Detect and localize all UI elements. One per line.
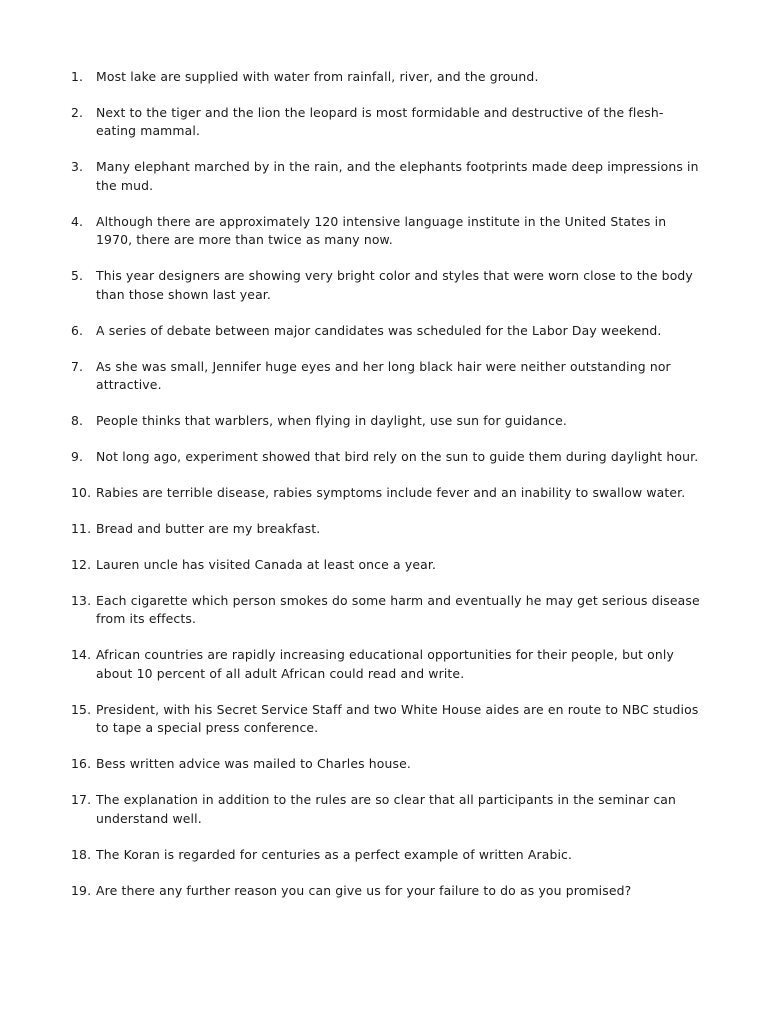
list-item xyxy=(71,592,701,629)
item-number: 5. xyxy=(71,268,84,284)
item-text: This year designers are showing very bright color and styles that were worn close to the body than those shown last year. xyxy=(96,268,693,302)
list-item xyxy=(71,646,701,683)
list-item xyxy=(71,322,701,340)
list-item xyxy=(71,448,701,466)
item-number: 18. xyxy=(71,846,92,862)
list-item xyxy=(71,484,701,502)
item-number: 7. xyxy=(71,358,84,374)
item-text: Lauren uncle has visited Canada at least once a year. xyxy=(96,557,437,573)
item-text: African countries are rapidly increasing educational opportunities for their people, but only about 10 percent of all adult African could read and write. xyxy=(96,647,674,681)
item-text: Each cigarette which person smokes do some harm and eventually he may get serious disease from its effects. xyxy=(96,593,700,627)
sentence-list xyxy=(71,68,701,918)
item-number: 19. xyxy=(71,882,92,898)
item-number: 17. xyxy=(71,792,92,808)
item-number: 9. xyxy=(71,449,84,465)
item-number: 3. xyxy=(71,159,84,175)
list-item xyxy=(71,213,701,250)
item-number: 8. xyxy=(71,413,84,429)
item-number: 14. xyxy=(71,647,92,663)
list-item xyxy=(71,104,701,141)
item-text: Most lake are supplied with water from rainfall, river, and the ground. xyxy=(96,69,539,84)
item-text: Are there any further reason you can give us for your failure to do as you promised? xyxy=(96,882,632,898)
item-text: Not long ago, experiment showed that bird rely on the sun to guide them during daylight hour. xyxy=(96,449,699,465)
item-text: President, with his Secret Service Staff and two White House aides are en route to NBC studios to tape a special press conference. xyxy=(96,701,699,736)
item-text: Bread and butter are my breakfast. xyxy=(96,521,321,537)
item-text: Bess written advice was mailed to Charles house. xyxy=(96,756,412,772)
item-text: Next to the tiger and the lion the leopard is most formidable and destructive of the flesh-eating mammal. xyxy=(96,105,664,139)
item-number: 13. xyxy=(71,593,92,609)
list-item xyxy=(71,701,701,738)
list-item xyxy=(71,882,701,900)
item-number: 4. xyxy=(71,213,84,229)
list-item xyxy=(71,846,701,864)
item-text: The Koran is regarded for centuries as a perfect example of written Arabic. xyxy=(96,846,573,862)
item-number: 16. xyxy=(71,756,92,772)
list-item xyxy=(71,520,701,538)
list-item xyxy=(71,158,701,195)
list-item xyxy=(71,755,701,773)
item-number: 12. xyxy=(71,557,92,573)
item-number: 15. xyxy=(71,701,92,717)
list-item xyxy=(71,358,701,395)
item-text: Rabies are terrible disease, rabies symptoms include fever and an inability to swallow water. xyxy=(96,485,686,501)
list-item xyxy=(71,412,701,430)
item-text: The explanation in addition to the rules are so clear that all participants in the seminar can understand well. xyxy=(96,792,677,826)
item-text: People thinks that warblers, when flying in daylight, use sun for guidance. xyxy=(96,413,568,429)
item-number: 11. xyxy=(71,521,92,537)
list-item xyxy=(71,791,701,828)
list-item xyxy=(71,556,701,574)
item-text: As she was small, Jennifer huge eyes and her long black hair were neither outstanding nor attractive. xyxy=(96,358,671,393)
item-number: 2. xyxy=(71,105,84,120)
list-item xyxy=(71,267,701,304)
item-number: 10. xyxy=(71,485,92,501)
list-item xyxy=(71,68,701,86)
item-text: A series of debate between major candidates was scheduled for the Labor Day weekend. xyxy=(96,322,662,338)
item-text: Although there are approximately 120 intensive language institute in the United States in 1970, there are more than twice as many now. xyxy=(96,213,667,248)
item-text: Many elephant marched by in the rain, and the elephants footprints made deep impressions in the mud. xyxy=(96,159,699,193)
item-number: 1. xyxy=(71,69,84,84)
item-number: 6. xyxy=(71,322,84,338)
